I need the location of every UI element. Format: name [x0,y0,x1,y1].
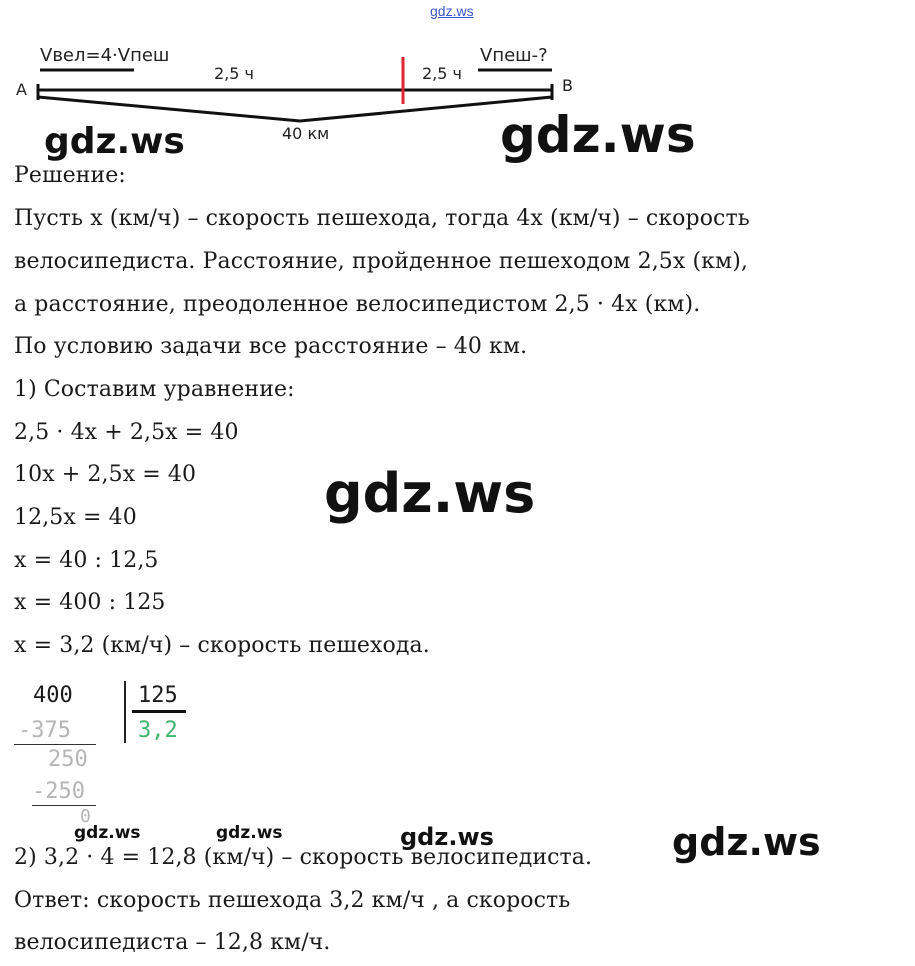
watermark-small: gdz.ws [216,823,283,843]
time-right-label: 2,5 ч [422,64,462,83]
distance-label: 40 км [282,124,330,143]
answer-line-1: Ответ: скорость пешехода 3,2 км/ч , а скорость [14,888,571,913]
solution-heading: Решение: [14,163,126,188]
walk-speed-label: Vпеш-? [480,45,548,66]
answer-line-2: велосипедиста – 12,8 км/ч. [14,930,331,955]
solution-line: велосипедиста. Расстояние, пройденное пешеходом 2,5x (км), [14,249,749,274]
solution-line: По условию задачи все расстояние – 40 км. [14,334,528,359]
solution-line: а расстояние, преодоленное велосипедистом 2,5 · 4x (км). [14,292,701,317]
equation-line: 10x + 2,5x = 40 [14,462,197,487]
division-subtract-2: -250 [32,779,85,804]
solution-line: Пусть x (км/ч) – скорость пешехода, тогда 4x (км/ч) – скорость [14,206,750,231]
division-remainder-2: 0 [80,806,91,827]
division-remainder-1: 250 [48,747,88,772]
equation-line: 2,5 · 4x + 2,5x = 40 [14,420,239,445]
solution-line: 1) Составим уравнение: [14,377,295,402]
division-subtract-1: -375 [18,718,71,743]
distance-bracket [38,97,552,121]
equation-line: x = 3,2 (км/ч) – скорость пешехода. [14,633,430,658]
division-dividend: 400 [33,683,73,708]
divisor-underline [132,710,186,713]
time-left-label: 2,5 ч [214,64,254,83]
equation-line: 12,5x = 40 [14,505,137,530]
division-rule-1 [14,744,96,745]
watermark-small: gdz.ws [74,823,141,843]
division-quotient: 3,2 [138,718,178,743]
bike-speed-label: Vвел=4·Vпеш [40,45,170,66]
division-divisor: 125 [138,683,178,708]
watermark-left: gdz.ws [44,121,185,162]
watermark-small: gdz.ws [672,820,821,864]
division-bar [124,681,126,743]
step-2-line: 2) 3,2 · 4 = 12,8 (км/ч) – скорость велосипедиста. [14,845,593,870]
equation-line: x = 40 : 12,5 [14,548,159,573]
point-b-label: B [562,76,573,95]
watermark-center: gdz.ws [324,462,536,525]
watermark-right: gdz.ws [500,106,696,164]
watermark-top: gdz.ws [430,3,474,19]
point-a-label: A [16,80,27,99]
equation-line: x = 400 : 125 [14,590,166,615]
watermark-small: gdz.ws [400,823,494,851]
